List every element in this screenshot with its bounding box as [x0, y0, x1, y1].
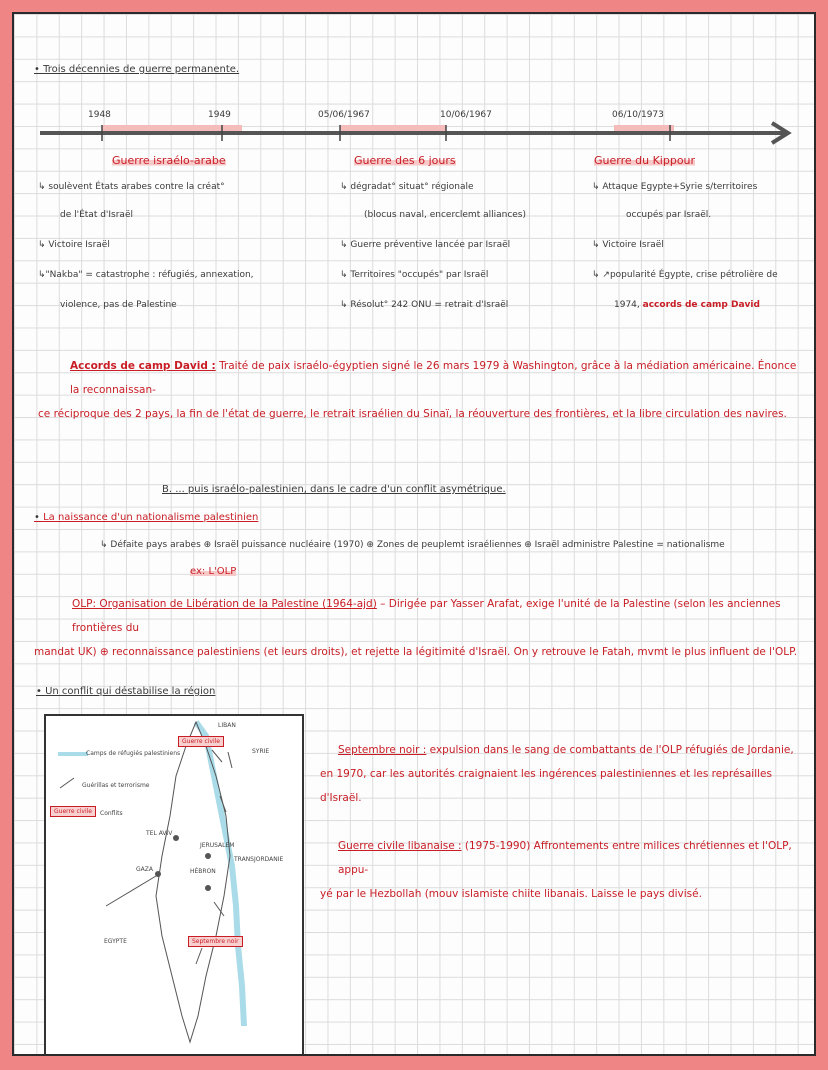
timeline-axis: [34, 119, 794, 149]
timeline-date-1967a: 05/06/1967: [318, 110, 370, 120]
nationalism-causes: ↳ Défaite pays arabes ⊕ Israël puissance nucléaire (1970) ⊕ Zones de peuplemt israéliennes ⊕ Israël administre Palestine = nationalisme: [100, 540, 725, 550]
section2-bullet2: • Un conflit qui déstabilise la région: [36, 686, 216, 697]
col1-line3: ↳ Victoire Israël: [38, 240, 110, 250]
col1-line5: violence, pas de Palestine: [60, 300, 177, 310]
egypt-border: [106, 876, 156, 906]
camp-david-term: Accords de camp David :: [70, 360, 216, 372]
timeline-date-1973: 06/10/1973: [612, 110, 664, 120]
map-liban: LIBAN: [218, 722, 236, 729]
septembre-noir-paragraph: [320, 738, 810, 810]
camp-david-line2: ce réciproque des 2 pays, la fin de l'état de guerre, le retrait israélien du Sinaï, la réouverture des frontières, et la libre circulation des navires.: [38, 408, 787, 420]
col2-line4: ↳ Territoires "occupés" par Israël: [340, 270, 489, 280]
map-tel-aviv: TEL AVIV: [146, 830, 173, 837]
map-drawing: [46, 716, 298, 1052]
guerre-libanaise-term: Guerre civile libanaise :: [338, 840, 462, 852]
map-legend-guerre-civile-tag: Guerre civile: [50, 806, 96, 817]
col1-line4: ↳"Nakba" = catastrophe : réfugiés, annexation,: [38, 270, 254, 280]
map-hebron: HÉBRON: [190, 868, 216, 875]
camp-david-line1: Traité de paix israélo-égyptien signé le 26 mars 1979 à Washington, grâce à la médiation américaine. Énonce la reconnaissan-: [70, 360, 797, 396]
camp-david-paragraph: [38, 354, 808, 426]
timeline-date-1948: 1948: [88, 110, 111, 120]
map-legend-guerillas: Guérillas et terrorisme: [82, 782, 150, 789]
col3-line2: occupés par Israël.: [626, 210, 712, 220]
map-legend-camps: Camps de réfugiés palestiniens: [86, 750, 181, 757]
col1-title: Guerre israélo-arabe: [112, 154, 226, 167]
col3-title: Guerre du Kippour: [594, 154, 696, 167]
example-olp: ex: L'OLP: [190, 566, 237, 577]
septembre-noir-line2: en 1970, car les autorités craignaient les ingérences palestiniennes et les représailles d'Israël.: [320, 768, 772, 804]
guerre-libanaise-line1: (1975-1990) Affrontements entre milices chrétiennes et l'OLP, appu-: [338, 840, 792, 876]
col2-line5: ↳ Résolut° 242 ONU = retrait d'Israël: [340, 300, 509, 310]
section2-heading: B. ... puis israélo-palestinien, dans le cadre d'un conflit asymétrique.: [162, 484, 506, 495]
tel-aviv-dot: [173, 835, 179, 841]
col3-line5: 1974, accords de camp David: [614, 300, 760, 310]
col2-title: Guerre des 6 jours: [354, 154, 456, 167]
map-transjordanie: TRANSJORDANIE: [234, 856, 284, 863]
timeline-date-1949: 1949: [208, 110, 231, 120]
septembre-noir-line1: expulsion dans le sang de combattants de l'OLP réfugiés de Jordanie,: [426, 744, 794, 756]
hebron-dot: [205, 885, 211, 891]
map-gaza: GAZA: [136, 866, 153, 873]
map-jerusalem: JERUSALEM: [200, 842, 235, 849]
israel-border: [156, 722, 230, 1042]
map-septembre-noir-tag: Septembre noir: [188, 936, 243, 947]
guerre-libanaise-line2: yé par le Hezbollah (mouv islamiste chiite libanais. Laisse le pays divisé.: [320, 888, 702, 900]
section1-heading: • Trois décennies de guerre permanente.: [34, 64, 240, 75]
olp-line2: mandat UK) ⊕ reconnaissance palestiniens (et leurs droits), et rejette la légitimité d'Israël. On y retrouve le Fatah, mvmt le plus influent de l'OLP.: [34, 646, 798, 658]
section2-bullet1: • La naissance d'un nationalisme palestinien: [34, 512, 259, 523]
gaza-dot: [155, 871, 161, 877]
notes-page: [12, 12, 816, 1056]
col1-line2: de l'État d'Israël: [60, 210, 133, 220]
col2-line1: ↳ dégradat° situat° régionale: [340, 182, 474, 192]
septembre-noir-term: Septembre noir :: [338, 744, 427, 756]
col3-line3: ↳ Victoire Israël: [592, 240, 664, 250]
olp-term: OLP: Organisation de Libération de la Palestine (1964-ajd): [72, 598, 377, 610]
col2-line2: (blocus naval, encerclemt alliances): [364, 210, 527, 220]
guerre-libanaise-paragraph: [320, 834, 810, 906]
regional-map: [44, 714, 304, 1056]
col2-line3: ↳ Guerre préventive lancée par Israël: [340, 240, 511, 250]
timeline-date-1967b: 10/06/1967: [440, 110, 492, 120]
olp-paragraph: [34, 592, 814, 664]
olp-line1: – Dirigée par Yasser Arafat, exige l'unité de la Palestine (selon les anciennes frontières du: [72, 598, 781, 634]
map-guerre-civile-tag: Guerre civile: [178, 736, 224, 747]
legend-arrow-swatch: [60, 778, 74, 788]
jerusalem-dot: [205, 853, 211, 859]
map-legend-conflits: Conflits: [100, 810, 123, 817]
col3-line1: ↳ Attaque Egypte+Syrie s/territoires: [592, 182, 758, 192]
col1-line1: ↳ soulèvent États arabes contre la créat°: [38, 182, 225, 192]
col3-line4: ↳ ↗popularité Égypte, crise pétrolière de: [592, 270, 778, 280]
map-egypte: EGYPTE: [104, 938, 127, 945]
map-syrie: SYRIE: [252, 748, 270, 755]
